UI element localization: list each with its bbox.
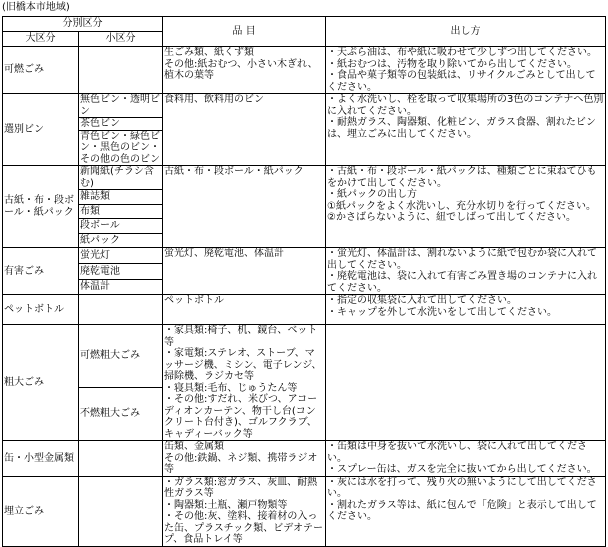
category-cell: 埋立ごみ — [3, 476, 79, 546]
instructions-cell — [326, 248, 606, 295]
table-row — [3, 295, 606, 325]
instruction-line: ・廃乾電池は、袋に入れて有害ごみ置き場のコンテナに入れてください。 — [327, 271, 597, 294]
instruction-line: ・古紙・布・段ボール・紙パックは、種類ごとに束ねてひもをかけて出してください。 — [327, 166, 597, 189]
subcategory-cell: 体温計 — [79, 279, 163, 295]
instruction-line: ・指定の収集袋に入れて出してください。 — [327, 295, 517, 307]
category-cell: 選別ビン — [3, 94, 79, 166]
header-dai: 大区分 — [3, 32, 79, 47]
instruction-line: ・食品や菓子類等の包装紙は、リサイクルごみとして出してください。 — [327, 70, 596, 93]
header-hinmoku: 品 目 — [163, 17, 326, 47]
item-line: 缶類、金属類 — [164, 441, 224, 453]
instruction-line: ・缶類は中身を抜いて水洗いし、袋に入れて出してください。 — [327, 441, 587, 464]
category-cell: 可燃ごみ — [3, 47, 79, 94]
subcategory-cell: 不燃粗大ごみ — [79, 387, 163, 440]
garbage-sorting-table — [2, 16, 606, 547]
table-row — [3, 94, 606, 118]
instruction-line: ・蛍光灯、体温計は、割れないように紙で包むか袋に入れて出してください。 — [327, 248, 597, 271]
instructions-cell — [326, 325, 606, 441]
table-row — [3, 325, 606, 388]
item-line: ・ガラス類:窓ガラス、灰皿、耐熱性ガラス等 — [164, 476, 318, 500]
instruction-line: ・割れたガラス等は、紙に包んで「危険」と表示して出してください。 — [327, 499, 597, 523]
category-cell: 粗大ごみ — [3, 325, 79, 441]
instruction-line: ・紙おむつは、汚物を取り除いてから出してください。 — [327, 58, 577, 70]
item-line: ・その他:灰、塗料、接着材の入った缶、プラスチック類、ビデオテープ、食品トレイ等 — [164, 511, 323, 546]
item-line: ・家具類:椅子、机、鏡台、ベット等 — [164, 325, 318, 348]
items-cell — [163, 47, 326, 94]
table-row — [3, 248, 606, 264]
items-cell — [163, 166, 326, 248]
items-cell — [163, 325, 326, 441]
instruction-line: ・紙パックの出し方 — [327, 189, 417, 200]
instruction-line: ①紙パックをよく水洗いし、充分水切りを行ってください。 — [327, 200, 596, 212]
subcategory-cell: 新聞紙(チラシ含む) — [79, 166, 163, 190]
instruction-line: ・よく水洗いし、栓を取って収集場所の3色のコンテナへ色別に入れてください。 — [327, 94, 604, 117]
item-line: ペットボトル — [164, 295, 224, 307]
items-cell — [163, 295, 326, 325]
instructions-cell — [326, 166, 606, 248]
header-bunbetsu: 分別区分 — [3, 17, 163, 32]
subcategory-cell: 段ボール — [79, 219, 163, 234]
instructions-cell — [326, 47, 606, 94]
items-cell — [163, 476, 326, 546]
header-dashikata: 出し方 — [326, 17, 606, 47]
subcategory-cell — [79, 47, 163, 94]
instruction-line: ②かさばらないように、紐でしばって出してください。 — [327, 212, 576, 223]
instructions-cell — [326, 441, 606, 477]
subcategory-cell: 雑誌類 — [79, 190, 163, 205]
item-line: ・その他:すだれ、米びつ、アコーディオンカーテン、物干し台(コンクリート台付き)、ゴルフクラブ、キャディーバック等 — [164, 394, 318, 440]
category-cell: 古紙・布・段ボール・紙パック — [3, 166, 79, 248]
instruction-line: ・天ぷら油は、布や紙に吸わせて少しずつ出してください。 — [327, 47, 597, 58]
subcategory-cell: 青色ビン・緑色ビン・黒色のビン・その他の色のビン — [79, 130, 163, 166]
subcategory-cell: 紙パック — [79, 233, 163, 248]
item-line: 生ごみ類、紙くず類 — [164, 47, 254, 58]
subcategory-cell: 蛍光灯 — [79, 248, 163, 264]
subcategory-cell: 布類 — [79, 204, 163, 219]
instruction-line: ・灰には水を打って、残り火の無いようにして出してください。 — [327, 476, 597, 500]
header-sho: 小区分 — [79, 32, 163, 47]
subcategory-cell: 廃乾電池 — [79, 264, 163, 280]
table-row — [3, 441, 606, 477]
region-caption: (旧橋本市地域) — [2, 2, 70, 13]
item-line: ・陶器類:土瓶、瀬戸物類等 — [164, 499, 288, 511]
item-line: その他:紙おむつ、小さい木ぎれ、植木の葉等 — [164, 58, 318, 81]
instruction-line: ・キャップを外して水洗いをして出してください。 — [327, 306, 557, 318]
instructions-cell — [326, 295, 606, 325]
item-line: その他:鉄鍋、ネジ類、携帯ラジオ等 — [164, 452, 318, 476]
item-line: ・家電類:ステレオ、ストーブ、マッサージ機、ミシン、電子レンジ、掃除機、ラジカセ等 — [164, 348, 322, 383]
subcategory-cell — [79, 295, 163, 325]
category-cell: 缶・小型金属類 — [3, 441, 79, 477]
table-row — [3, 47, 606, 94]
category-cell: 有害ごみ — [3, 248, 79, 295]
instruction-line: ・耐熱ガラス、陶器類、化粧ビン、ガラス食器、割れたビンは、埋立ごみに出してください。 — [327, 117, 596, 140]
category-cell: ペットボトル — [3, 295, 79, 325]
instructions-cell — [326, 476, 606, 546]
subcategory-cell — [79, 476, 163, 546]
instructions-cell — [326, 94, 606, 166]
table-row — [3, 166, 606, 190]
table-row — [3, 476, 606, 546]
subcategory-cell: 茶色ビン — [79, 118, 163, 131]
instruction-line: ・スプレー缶は、ガスを完全に抜いてから出してください。 — [327, 464, 597, 476]
subcategory-cell: 無色ビン・透明ビン — [79, 94, 163, 118]
item-line: ・寝具類:毛布、じゅうたん等 — [164, 382, 298, 394]
item-line: 古紙・布・段ボール・紙パック — [164, 166, 304, 177]
subcategory-cell: 可燃粗大ごみ — [79, 325, 163, 388]
items-cell — [163, 248, 326, 295]
items-cell — [163, 94, 326, 166]
item-line: 食料用、飲料用のビン — [164, 94, 264, 105]
items-cell — [163, 441, 326, 477]
subcategory-cell — [79, 441, 163, 477]
item-line: 蛍光灯、廃乾電池、体温計 — [164, 248, 284, 260]
